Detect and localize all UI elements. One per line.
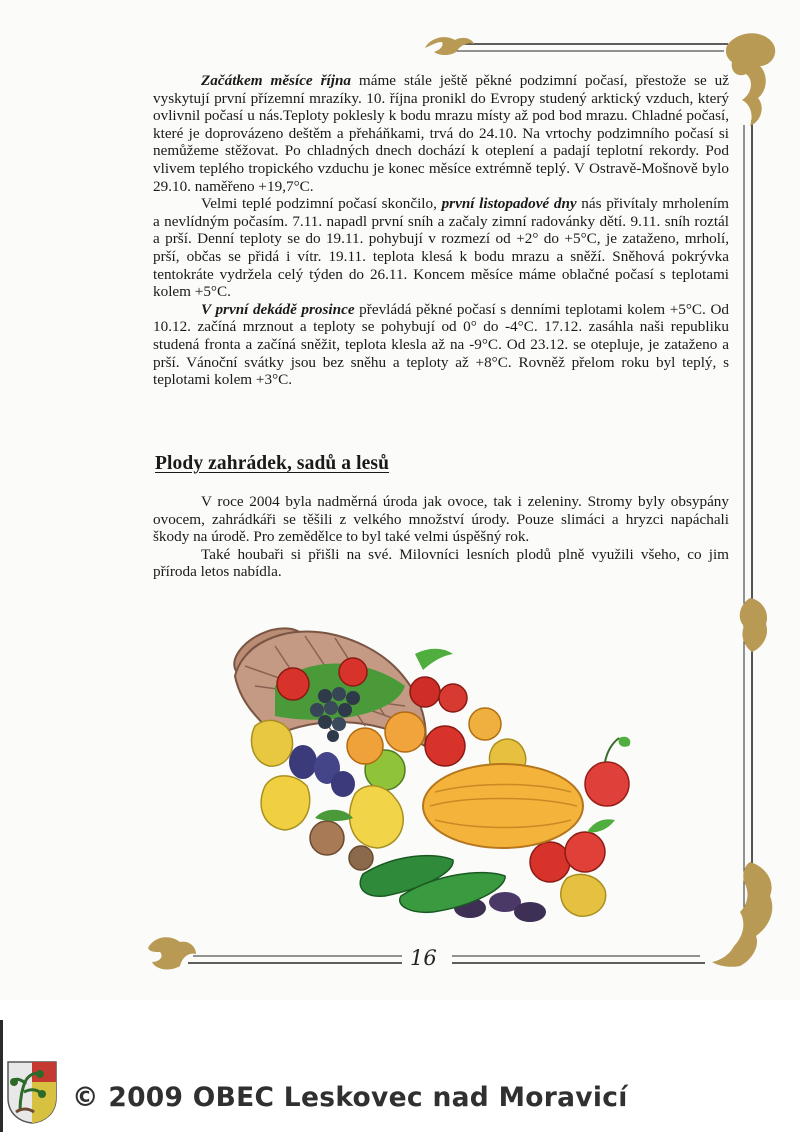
paragraph-october-lead: Začátkem měsíce října [201,72,351,89]
section-heading: Plody zahrádek, sadů a lesů [155,453,390,474]
weather-article [153,72,729,389]
fruit-basket-illustration [215,606,640,926]
page-edge-line [0,1020,3,1132]
municipal-crest-icon [6,1060,58,1124]
paragraph-november [153,195,729,301]
paragraph-december-text: převládá pěkné počasí s denními teplotami kolem +5°C. Od 10.12. začíná mrznout a teploty se pohybují od 0° do -4°C. 17.12. zasáhla naši republiku studená fronta a začíná sněžit, teplota klesla až na -9°C. Od 23.12. se otepluje, je zataženo a prší. Vánoční svátky jsou bez sněhu a teploty až +8°C. Rovněž přelom roku byl teplý, s teplotami kolem +3°C. [153,300,730,389]
page-number: 16 [410,946,437,970]
paragraph-mushrooms: Také houbaři si přišli na své. Milovníci lesních plodů plně využili všeho, co jim příroda letos nabídla. [153,545,729,581]
melon-icon [423,764,583,848]
paragraph-harvest: V roce 2004 byla nadměrná úroda jak ovoce, tak i zeleniny. Stromy byly obsypány ovocem, zahrádkáři se těšili z velkého množství úrody. Pouze slimáci a hryzci napáchali škody na úrodě. Pro zemědělce to byl také velmi úspěšný rok. [153,493,729,546]
paragraph-october [153,72,729,195]
copyright-footer: © 2009 OBEC Leskovec nad Moravicí [72,1082,628,1113]
paragraph-november-lead: první listopadové dny [441,195,577,213]
paragraph-november-intro: Velmi teplé podzimní počasí skončilo, [201,195,442,213]
paragraph-december [153,301,729,389]
paragraph-october-text: máme stále ještě pěkné podzimní počasí, přestože se už vyskytují první přízemní mrazíky. 10. října pronikl do Evropy studený arktický vzduch, který ovlivnil počasí u nás.Teploty poklesly k bodu mrazu místy až pod bod mrazu. Chladné počasí, které je doprovázeno deštěm a přeháňkami, trvá do 24.10. Na vrtochy podzimního počasí si nemůžeme stěžovat. Po chladných dnech dochází k oteplení a padají teplotní rekordy. Pod vlivem teplého tropického vzduchu je konec měsíce extrémně teplý. V Ostravě-Mošnově bylo 29.10. naměřeno +19,7°C. [153,72,729,195]
paragraph-november-text: nás přivítaly mrholením a nevlídným počasím. 7.11. napadl první sníh a začaly zimní radovánky dětí. 9.11. sníh roztál a prší. Denní teploty se do 19.11. pohybují v rozmezí od +2° do +5°C, je zataženo, mrholí, prší, občas se přidá i vítr. 19.11. teplota klesá k bodu mrazu a sněží. Sněhová pokrývka tentokráte vydržela celý týden do 26.11. Koncem měsíce máme oblačné počasí s teplotami kolem +5°C. [153,195,729,301]
harvest-article [153,493,729,581]
paragraph-december-lead: V první dekádě prosince [201,300,355,318]
